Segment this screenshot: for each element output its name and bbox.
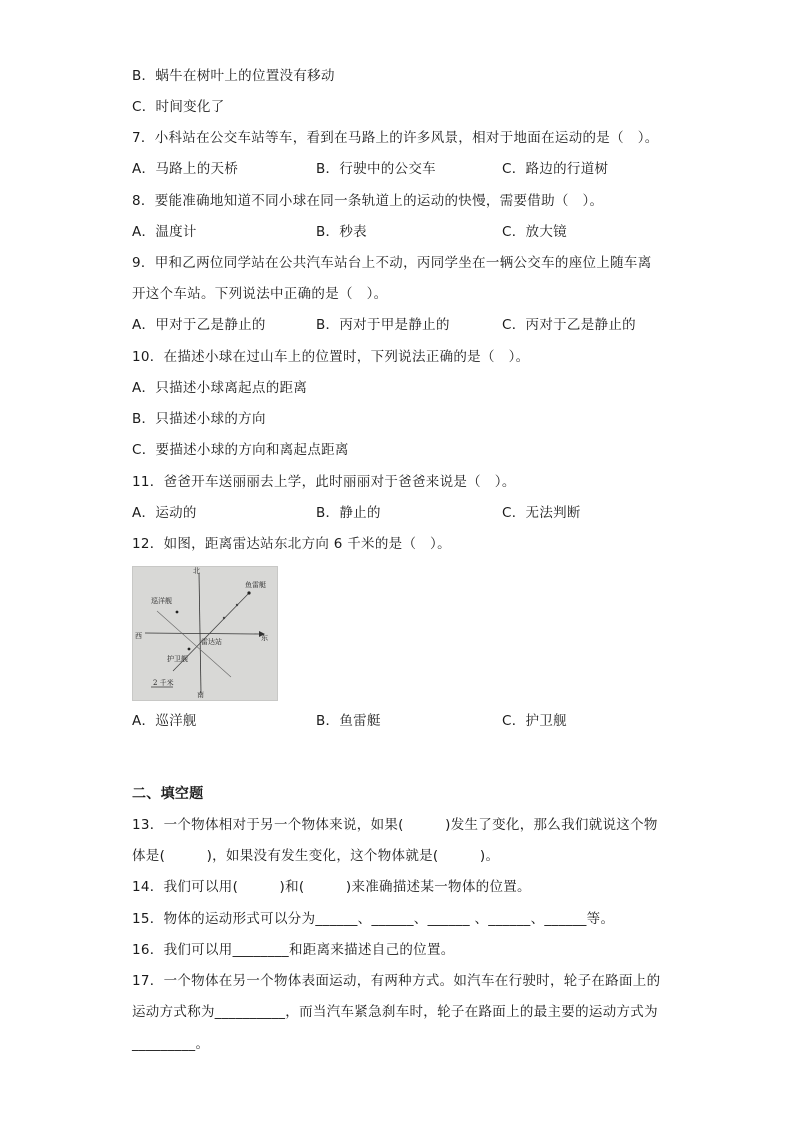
question-7: 7．小科站在公交车站等车，看到在马路上的许多风景，相对于地面在运动的是（ ）。 <box>132 130 659 146</box>
q12-option-c: C．护卫舰 <box>502 713 567 729</box>
q10-option-a: A．只描述小球离起点的距离 <box>132 380 308 396</box>
q9-option-c: C．丙对于乙是静止的 <box>502 317 636 333</box>
question-13-line1: 13．一个物体相对于另一个物体来说，如果( )发生了变化，那么我们就说这个物 <box>132 817 658 833</box>
question-11: 11．爸爸开车送丽丽去上学，此时丽丽对于爸爸来说是（ ）。 <box>132 474 516 490</box>
figure-south-label: 南 <box>197 691 204 699</box>
q10-option-c: C．要描述小球的方向和离起点距离 <box>132 442 349 458</box>
question-17-line1: 17．一个物体在另一个物体表面运动，有两种方式。如汽车在行驶时，轮子在路面上的 <box>132 973 661 989</box>
question-14: 14．我们可以用( )和( )来准确描述某一物体的位置。 <box>132 879 531 895</box>
q7-option-c: C．路边的行道树 <box>502 161 609 177</box>
figure-scale-label: 2 千米 <box>153 679 174 687</box>
figure-frigate-label: 护卫舰 <box>167 655 188 663</box>
q6-option-c: C．时间变化了 <box>132 99 225 115</box>
q7-option-a: A．马路上的天桥 <box>132 161 239 177</box>
q8-option-c: C．放大镜 <box>502 224 567 240</box>
q11-option-c: C．无法判断 <box>502 505 581 521</box>
figure-east-label: 东 <box>261 634 268 642</box>
question-9-line2: 开这个车站。下列说法中正确的是（ ）。 <box>132 286 388 302</box>
q9-option-a: A．甲对于乙是静止的 <box>132 317 266 333</box>
q6-option-b: B．蜗牛在树叶上的位置没有移动 <box>132 68 335 84</box>
question-16: 16．我们可以用________和距离来描述自己的位置。 <box>132 942 455 958</box>
figure-cruiser-label: 巡洋舰 <box>151 597 172 605</box>
q9-option-b: B．丙对于甲是静止的 <box>316 317 450 333</box>
question-12: 12．如图，距离雷达站东北方向 6 千米的是（ ）。 <box>132 536 451 552</box>
question-15: 15．物体的运动形式可以分为______、______、______ 、______、______等。 <box>132 911 615 927</box>
question-17-line3: _________。 <box>132 1036 210 1052</box>
question-9-line1: 9．甲和乙两位同学站在公共汽车站台上不动，丙同学坐在一辆公交车的座位上随车离 <box>132 255 652 271</box>
q11-option-b: B．静止的 <box>316 505 381 521</box>
figure-north-label: 北 <box>193 567 200 575</box>
q12-option-b: B．鱼雷艇 <box>316 713 381 729</box>
question-13-line2: 体是( )，如果没有发生变化，这个物体就是( )。 <box>132 848 500 864</box>
question-17-line2: 运动方式称为__________，而当汽车紧急刹车时，轮子在路面上的最主要的运动方式为 <box>132 1004 658 1020</box>
q11-option-a: A．运动的 <box>132 505 197 521</box>
q8-option-a: A．温度计 <box>132 224 197 240</box>
figure-west-label: 西 <box>135 632 142 640</box>
q8-option-b: B．秒表 <box>316 224 367 240</box>
q10-option-b: B．只描述小球的方向 <box>132 411 266 427</box>
figure-torpedo-boat-label: 鱼雷艇 <box>245 581 266 589</box>
section-fill-in-title: 二、填空题 <box>132 786 204 802</box>
q7-option-b: B．行驶中的公交车 <box>316 161 436 177</box>
question-8: 8．要能准确地知道不同小球在同一条轨道上的运动的快慢，需要借助（ ）。 <box>132 193 604 209</box>
q12-option-a: A．巡洋舰 <box>132 713 197 729</box>
radar-direction-figure <box>132 566 278 701</box>
figure-center-label: 雷达站 <box>201 638 222 646</box>
question-10: 10．在描述小球在过山车上的位置时，下列说法正确的是（ ）。 <box>132 349 530 365</box>
